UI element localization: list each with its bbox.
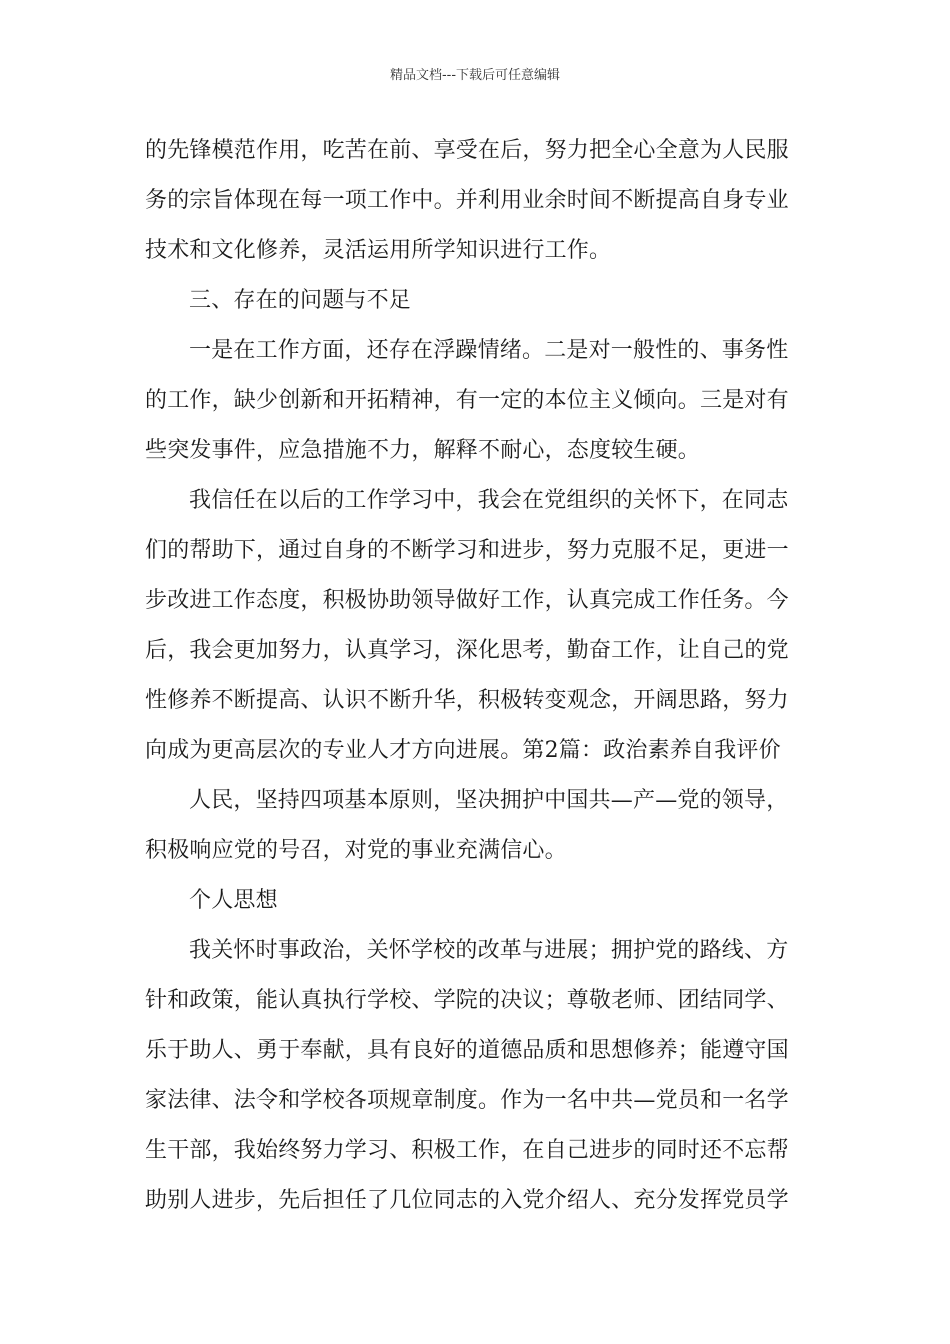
document-body [145, 126, 810, 1226]
text-line: 些突发事件，应急措施不力，解释不耐心，态度较生硬。 [145, 438, 701, 463]
text-line: 向成为更高层次的专业人才方向进展。第2篇：政治素养自我评价 [145, 738, 781, 763]
text-line: 一是在工作方面，还存在浮躁情绪。二是对一般性的、事务性 [189, 338, 789, 363]
text-line: 积极响应党的号召，对党的事业充满信心。 [145, 838, 567, 863]
text-line: 我信任在以后的工作学习中，我会在党组织的关怀下，在同志 [189, 488, 789, 513]
text-line: 生干部，我始终努力学习、积极工作，在自己进步的同时还不忘帮 [145, 1138, 789, 1163]
text-line: 我关怀时事政治，关怀学校的改革与进展；拥护党的路线、方 [189, 938, 789, 963]
text-line: 助别人进步，先后担任了几位同志的入党介绍人、充分发挥党员学 [145, 1188, 789, 1213]
text-line: 务的宗旨体现在每一项工作中。并利用业余时间不断提高自身专业 [145, 188, 789, 213]
text-line: 们的帮助下，通过自身的不断学习和进步，努力克服不足，更进一 [145, 538, 789, 563]
text-line: 针和政策，能认真执行学校、学院的决议；尊敬老师、团结同学、 [145, 988, 789, 1013]
text-line: 的先锋模范作用，吃苦在前、享受在后，努力把全心全意为人民服 [145, 138, 789, 163]
text-line: 步改进工作态度，积极协助领导做好工作，认真完成工作任务。今 [145, 588, 789, 613]
text-line: 的工作，缺少创新和开拓精神，有一定的本位主义倾向。三是对有 [145, 388, 789, 413]
text-line: 后，我会更加努力，认真学习，深化思考，勤奋工作，让自己的党 [145, 638, 789, 663]
text-line: 人民，坚持四项基本原则，坚决拥护中国共—产—党的领导， [189, 788, 789, 813]
text-line: 性修养不断提高、认识不断升华，积极转变观念，开阔思路，努力 [145, 688, 789, 713]
section-heading: 个人思想 [189, 888, 278, 913]
text-line: 家法律、法令和学校各项规章制度。作为一名中共—党员和一名学 [145, 1088, 789, 1113]
text-line: 技术和文化修养，灵活运用所学知识进行工作。 [145, 238, 612, 263]
page-header: 精品文档---下载后可任意编辑 [389, 68, 561, 83]
section-heading: 三、存在的问题与不足 [189, 288, 412, 313]
text-line: 乐于助人、勇于奉献，具有良好的道德品质和思想修养；能遵守国 [145, 1038, 789, 1063]
